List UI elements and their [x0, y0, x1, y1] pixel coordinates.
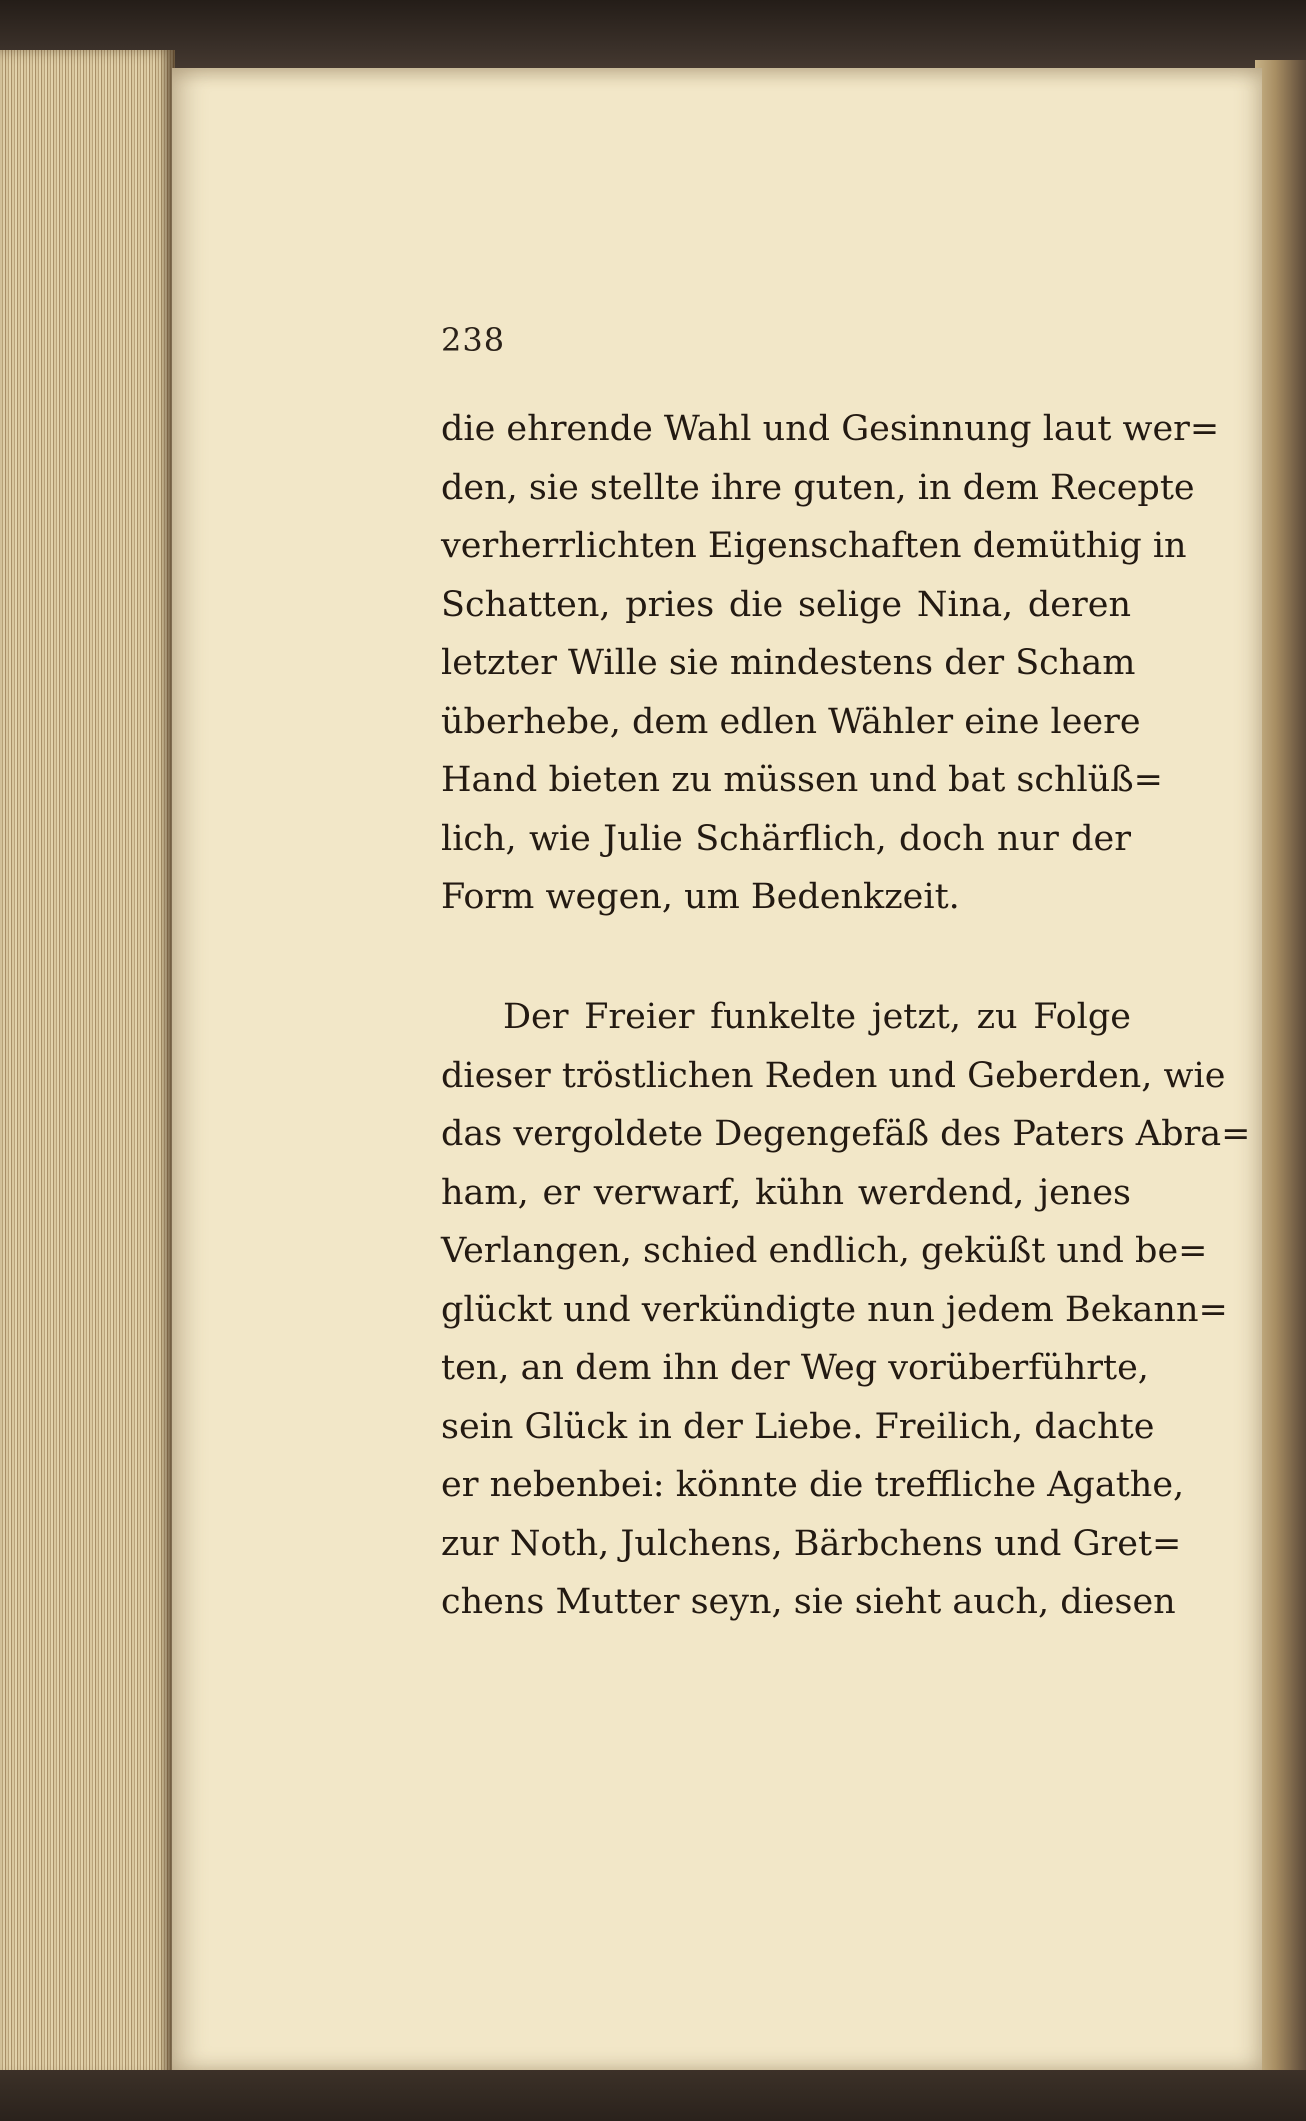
text-line: Hand bieten zu müssen und bat schlüß= [441, 760, 1163, 800]
paragraph-1 [441, 400, 1220, 927]
book-cover-bottom [0, 2070, 1306, 2121]
text-line: die ehrende Wahl und Gesinnung laut wer= [441, 409, 1220, 449]
text-line: zur Noth, Julchens, Bärbchens und Gret= [441, 1523, 1182, 1564]
text-line: sein Glück in der Liebe. Freilich, dachte [441, 1406, 1155, 1447]
paragraph-2 [441, 988, 1251, 1632]
text-line: lich, wie Julie Schärflich, doch nur der [441, 818, 1131, 859]
text-line: dieser tröstlichen Reden und Geberden, wie [441, 1055, 1226, 1096]
text-line: letzter Wille sie mindestens der Scham [441, 643, 1136, 683]
text-line: überhebe, dem edlen Wähler eine leere [441, 701, 1141, 742]
text-line: ham, er verwarf, kühn werdend, jenes [441, 1172, 1131, 1213]
text-line: chens Mutter seyn, sie sieht auch, diesen [441, 1582, 1176, 1622]
text-line: Verlangen, schied endlich, geküßt und be= [441, 1231, 1208, 1271]
text-line: Der Freier funkelte jetzt, zu Folge [503, 997, 1131, 1037]
text-line: Form wegen, um Bedenkzeit. [441, 877, 960, 917]
text-line: glückt und verkündigte nun jedem Bekann= [441, 1289, 1228, 1330]
page-stack-left [0, 50, 175, 2080]
text-line: Schatten, pries die selige Nina, deren [441, 584, 1131, 625]
text-line: verherrlichten Eigenschaften demüthig in [441, 526, 1187, 566]
text-line: den, sie stellte ihre guten, in dem Recepte [441, 467, 1195, 508]
text-line: ten, an dem ihn der Weg vorüberführte, [441, 1348, 1149, 1388]
text-line: das vergoldete Degengefäß des Paters Abra= [441, 1114, 1251, 1154]
page-number: 238 [441, 321, 506, 359]
text-line: er nebenbei: könnte die treffliche Agathe, [441, 1465, 1185, 1505]
page-edge-right [1255, 60, 1306, 2075]
